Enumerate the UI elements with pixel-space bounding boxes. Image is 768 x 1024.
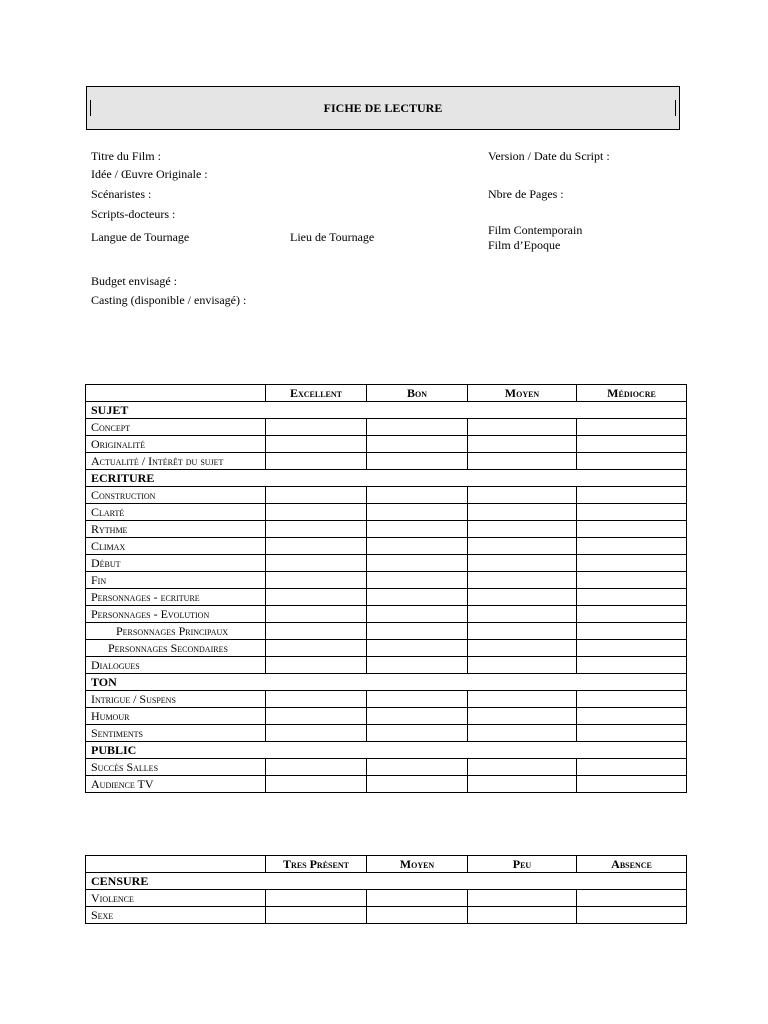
header-blank-cell [86, 385, 266, 402]
col-header: Bon [367, 385, 468, 402]
field-film-contemporain: Film Contemporain [488, 223, 583, 237]
rating-cell[interactable] [468, 725, 577, 742]
rating-cell[interactable] [367, 907, 468, 924]
table-row [86, 657, 687, 674]
row-label: Sentiments [86, 725, 266, 742]
rating-cell[interactable] [468, 436, 577, 453]
rating-cell[interactable] [367, 708, 468, 725]
row-label: Climax [86, 538, 266, 555]
row-label: Humour [86, 708, 266, 725]
rating-cell[interactable] [577, 436, 687, 453]
col-header: Moyen [468, 385, 577, 402]
title-left-mark [90, 100, 91, 116]
col-header: Tres Présent [266, 856, 367, 873]
rating-cell[interactable] [468, 759, 577, 776]
rating-cell[interactable] [266, 538, 367, 555]
rating-cell[interactable] [577, 555, 687, 572]
table-row [86, 623, 687, 640]
table-row [86, 589, 687, 606]
table-row [86, 453, 687, 470]
field-budget: Budget envisagé : [91, 274, 177, 288]
rating-cell[interactable] [367, 640, 468, 657]
rating-cell[interactable] [367, 436, 468, 453]
rating-cell[interactable] [468, 453, 577, 470]
field-idee: Idée / Œuvre Originale : [91, 167, 208, 181]
rating-cell[interactable] [266, 890, 367, 907]
rating-cell[interactable] [367, 419, 468, 436]
rating-cell[interactable] [468, 487, 577, 504]
table-row [86, 521, 687, 538]
rating-cell[interactable] [266, 708, 367, 725]
row-label: Dialogues [86, 657, 266, 674]
rating-cell[interactable] [367, 890, 468, 907]
rating-cell[interactable] [468, 538, 577, 555]
table-row [86, 419, 687, 436]
rating-cell[interactable] [266, 504, 367, 521]
rating-cell[interactable] [468, 623, 577, 640]
row-label: Fin [86, 572, 266, 589]
row-label: Originalité [86, 436, 266, 453]
table-header-row [86, 856, 687, 873]
rating-cell[interactable] [367, 691, 468, 708]
table-row [86, 572, 687, 589]
table-row [86, 487, 687, 504]
col-header: Peu [468, 856, 577, 873]
rating-cell[interactable] [266, 725, 367, 742]
rating-cell[interactable] [266, 521, 367, 538]
rating-cell[interactable] [266, 907, 367, 924]
rating-cell[interactable] [468, 691, 577, 708]
rating-cell[interactable] [367, 504, 468, 521]
rating-cell[interactable] [266, 487, 367, 504]
title-box [86, 86, 680, 130]
table-row [86, 759, 687, 776]
row-label: Personnages Secondaires [86, 640, 266, 657]
rating-cell[interactable] [577, 640, 687, 657]
table-header-row [86, 385, 687, 402]
row-label: Audience TV [86, 776, 266, 793]
header-blank-cell [86, 856, 266, 873]
rating-cell[interactable] [468, 572, 577, 589]
rating-cell[interactable] [367, 623, 468, 640]
table-row [86, 504, 687, 521]
rating-cell[interactable] [266, 606, 367, 623]
rating-cell[interactable] [577, 606, 687, 623]
rating-cell[interactable] [468, 890, 577, 907]
col-header: Médiocre [577, 385, 687, 402]
rating-cell[interactable] [266, 555, 367, 572]
section-censure: CENSURE [86, 873, 687, 890]
table-row [86, 640, 687, 657]
rating-cell[interactable] [577, 776, 687, 793]
table-row [86, 606, 687, 623]
rating-cell[interactable] [266, 640, 367, 657]
rating-cell[interactable] [367, 487, 468, 504]
section-ton: TON [86, 674, 687, 691]
rating-cell[interactable] [577, 657, 687, 674]
table-row [86, 776, 687, 793]
row-label: Violence [86, 890, 266, 907]
page-title: FICHE DE LECTURE [323, 100, 443, 115]
rating-cell[interactable] [468, 606, 577, 623]
col-header: Excellent [266, 385, 367, 402]
field-pages: Nbre de Pages : [488, 187, 564, 201]
rating-cell[interactable] [577, 589, 687, 606]
rating-cell[interactable] [266, 623, 367, 640]
row-label: Construction [86, 487, 266, 504]
row-label: Personnages - Evolution [86, 606, 266, 623]
rating-cell[interactable] [367, 725, 468, 742]
rating-cell[interactable] [367, 606, 468, 623]
rating-cell[interactable] [577, 708, 687, 725]
rating-cell[interactable] [468, 419, 577, 436]
table-row [86, 725, 687, 742]
table-row [86, 691, 687, 708]
rating-cell[interactable] [468, 521, 577, 538]
rating-cell[interactable] [577, 691, 687, 708]
rating-cell[interactable] [367, 572, 468, 589]
rating-cell[interactable] [577, 907, 687, 924]
rating-cell[interactable] [468, 907, 577, 924]
rating-cell[interactable] [577, 623, 687, 640]
row-label: Personnages - ecriture [86, 589, 266, 606]
row-label: Rythme [86, 521, 266, 538]
rating-cell[interactable] [577, 538, 687, 555]
rating-cell[interactable] [266, 453, 367, 470]
rating-cell[interactable] [577, 572, 687, 589]
field-version: Version / Date du Script : [488, 149, 610, 163]
field-scenaristes: Scénaristes : [91, 187, 152, 201]
rating-cell[interactable] [577, 890, 687, 907]
rating-cell[interactable] [577, 725, 687, 742]
rating-cell[interactable] [468, 640, 577, 657]
rating-cell[interactable] [266, 691, 367, 708]
rating-cell[interactable] [367, 776, 468, 793]
rating-cell[interactable] [266, 776, 367, 793]
row-label: Succès Salles [86, 759, 266, 776]
rating-cell[interactable] [367, 538, 468, 555]
rating-cell[interactable] [468, 776, 577, 793]
row-label: Actualité / Intérêt du sujet [86, 453, 266, 470]
rating-cell[interactable] [577, 504, 687, 521]
rating-cell[interactable] [266, 657, 367, 674]
rating-cell[interactable] [577, 759, 687, 776]
rating-cell[interactable] [367, 657, 468, 674]
field-lieu: Lieu de Tournage [290, 230, 375, 244]
table-row [86, 538, 687, 555]
rating-cell[interactable] [266, 572, 367, 589]
table-row [86, 708, 687, 725]
rating-cell[interactable] [468, 555, 577, 572]
rating-cell[interactable] [468, 589, 577, 606]
rating-cell[interactable] [367, 589, 468, 606]
section-ecriture: ECRITURE [86, 470, 687, 487]
row-label: Concept [86, 419, 266, 436]
rating-cell[interactable] [367, 521, 468, 538]
table-row [86, 890, 687, 907]
field-scripts-docteurs: Scripts-docteurs : [91, 207, 176, 221]
section-public: PUBLIC [86, 742, 687, 759]
rating-cell[interactable] [266, 419, 367, 436]
rating-cell[interactable] [577, 453, 687, 470]
rating-cell[interactable] [577, 419, 687, 436]
rating-cell[interactable] [577, 521, 687, 538]
row-label: Début [86, 555, 266, 572]
rating-cell[interactable] [468, 504, 577, 521]
col-header: Absence [577, 856, 687, 873]
rating-cell[interactable] [266, 759, 367, 776]
section-sujet: SUJET [86, 402, 687, 419]
rating-cell[interactable] [468, 657, 577, 674]
censure-table [85, 855, 687, 924]
table-row [86, 555, 687, 572]
row-label: Clarté [86, 504, 266, 521]
rating-cell[interactable] [266, 589, 367, 606]
rating-cell[interactable] [577, 487, 687, 504]
table-row [86, 436, 687, 453]
rating-cell[interactable] [367, 555, 468, 572]
field-casting: Casting (disponible / envisagé) : [91, 293, 247, 307]
row-label: Sexe [86, 907, 266, 924]
row-label: Personnages Principaux [86, 623, 266, 640]
field-film-epoque: Film d’Epoque [488, 238, 561, 252]
field-titre: Titre du Film : [91, 149, 161, 163]
rating-cell[interactable] [468, 708, 577, 725]
rating-cell[interactable] [367, 759, 468, 776]
rating-cell[interactable] [367, 453, 468, 470]
evaluation-table [85, 384, 687, 793]
title-right-mark [675, 100, 676, 116]
col-header: Moyen [367, 856, 468, 873]
rating-cell[interactable] [266, 436, 367, 453]
table-row [86, 907, 687, 924]
row-label: Intrigue / Suspens [86, 691, 266, 708]
field-langue: Langue de Tournage [91, 230, 190, 244]
